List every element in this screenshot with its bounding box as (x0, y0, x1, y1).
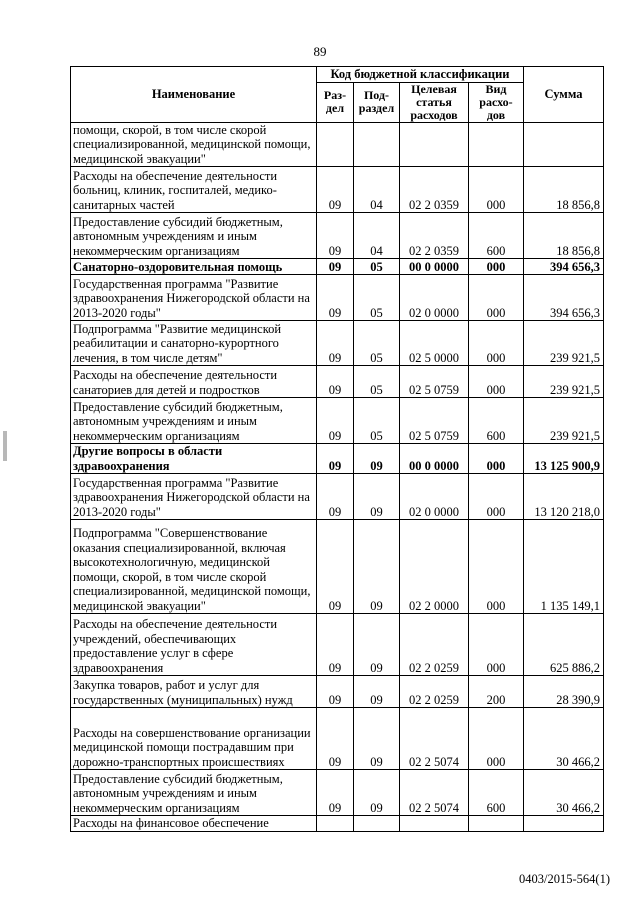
row-section: 09 (317, 676, 354, 708)
row-amount: 239 921,5 (524, 321, 604, 366)
table-row (71, 676, 604, 708)
row-name: Подпрограмма "Совершенствование оказания специализированной, включая высокотехнологичную, медицинской помощи, скорой, в том числе скорой специализированной, медицинской помощи, медицинской эвакуации" (71, 520, 317, 614)
table-row (71, 213, 604, 259)
row-section: 09 (317, 275, 354, 321)
row-subsection: 04 (354, 167, 400, 213)
row-name: Другие вопросы в области здравоохранения (71, 444, 317, 474)
header-expense-type: Вид расхо-дов (469, 82, 524, 122)
row-amount: 18 856,8 (524, 167, 604, 213)
table-row (71, 167, 604, 213)
table-row (71, 275, 604, 321)
row-amount (524, 816, 604, 832)
row-subsection: 09 (354, 444, 400, 474)
table-row (71, 520, 604, 614)
row-target: 02 2 0359 (400, 213, 469, 259)
row-subsection: 09 (354, 676, 400, 708)
row-section: 09 (317, 770, 354, 816)
table-row (71, 259, 604, 275)
budget-table (70, 66, 604, 832)
row-subsection: 05 (354, 321, 400, 366)
row-target: 02 2 5074 (400, 708, 469, 770)
row-name: Государственная программа "Развитие здравоохранения Нижегородской области на 2013-2020 годы" (71, 474, 317, 520)
row-target: 02 5 0759 (400, 398, 469, 444)
row-expense-type: 000 (469, 474, 524, 520)
row-expense-type (469, 122, 524, 167)
row-section: 09 (317, 474, 354, 520)
row-section: 09 (317, 444, 354, 474)
row-target (400, 816, 469, 832)
row-subsection: 04 (354, 213, 400, 259)
row-subsection (354, 816, 400, 832)
row-amount: 1 135 149,1 (524, 520, 604, 614)
row-name: Подпрограмма "Развитие медицинской реабилитации и санаторно-курортного лечения, в том числе детям" (71, 321, 317, 366)
row-expense-type: 000 (469, 444, 524, 474)
row-amount: 13 125 900,9 (524, 444, 604, 474)
row-subsection: 05 (354, 366, 400, 398)
table-row (71, 614, 604, 676)
row-expense-type (469, 816, 524, 832)
row-target: 02 0 0000 (400, 275, 469, 321)
row-expense-type: 600 (469, 213, 524, 259)
table-row (71, 708, 604, 770)
header-subsection: Под-раздел (354, 82, 400, 122)
row-subsection: 09 (354, 770, 400, 816)
row-amount: 30 466,2 (524, 770, 604, 816)
row-amount: 239 921,5 (524, 398, 604, 444)
page-number: 89 (313, 44, 327, 59)
row-expense-type: 000 (469, 614, 524, 676)
row-expense-type: 000 (469, 520, 524, 614)
header-name: Наименование (71, 67, 317, 123)
row-amount: 394 656,3 (524, 259, 604, 275)
table-row (71, 770, 604, 816)
row-subsection: 09 (354, 708, 400, 770)
row-target (400, 122, 469, 167)
row-subsection: 09 (354, 474, 400, 520)
row-amount: 28 390,9 (524, 676, 604, 708)
row-name: помощи, скорой, в том числе скорой специализированной, медицинской помощи, медицинской эвакуации" (71, 122, 317, 167)
row-subsection: 05 (354, 398, 400, 444)
document-code: 0403/2015-564(1) (519, 872, 610, 886)
row-section: 09 (317, 520, 354, 614)
row-expense-type: 200 (469, 676, 524, 708)
table-row (71, 398, 604, 444)
row-name: Предоставление субсидий бюджетным, автономным учреждениям и иным некоммерческим организациям (71, 770, 317, 816)
row-expense-type: 000 (469, 259, 524, 275)
row-section: 09 (317, 614, 354, 676)
row-section: 09 (317, 398, 354, 444)
row-target: 00 0 0000 (400, 444, 469, 474)
row-expense-type: 600 (469, 770, 524, 816)
row-amount (524, 122, 604, 167)
table-row (71, 816, 604, 832)
table-row (71, 321, 604, 366)
row-name: Расходы на обеспечение деятельности учреждений, обеспечивающих предоставление услуг в сфере здравоохранения (71, 614, 317, 676)
row-subsection: 09 (354, 614, 400, 676)
row-name: Предоставление субсидий бюджетным, автономным учреждениям и иным некоммерческим организациям (71, 398, 317, 444)
table-row (71, 366, 604, 398)
row-subsection: 09 (354, 520, 400, 614)
row-section: 09 (317, 213, 354, 259)
row-section (317, 122, 354, 167)
row-expense-type: 000 (469, 366, 524, 398)
row-target: 02 2 0000 (400, 520, 469, 614)
row-subsection: 05 (354, 275, 400, 321)
row-section: 09 (317, 708, 354, 770)
row-section: 09 (317, 167, 354, 213)
row-target: 02 2 0259 (400, 614, 469, 676)
row-subsection: 05 (354, 259, 400, 275)
row-name: Предоставление субсидий бюджетным, автономным учреждениям и иным некоммерческим организациям (71, 213, 317, 259)
row-target: 02 2 5074 (400, 770, 469, 816)
row-name: Закупка товаров, работ и услуг для государственных (муниципальных) нужд (71, 676, 317, 708)
table-row (71, 474, 604, 520)
row-section: 09 (317, 259, 354, 275)
table-row (71, 444, 604, 474)
row-expense-type: 000 (469, 275, 524, 321)
row-name: Расходы на обеспечение деятельности больниц, клиник, госпиталей, медико-санитарных частей (71, 167, 317, 213)
row-name: Расходы на совершенствование организации медицинской помощи пострадавшим при дорожно-транспортных происшествиях (71, 708, 317, 770)
header-code-group: Код бюджетной классификации (317, 67, 524, 83)
row-amount: 18 856,8 (524, 213, 604, 259)
table-row (71, 122, 604, 167)
row-target: 02 5 0759 (400, 366, 469, 398)
row-target: 02 0 0000 (400, 474, 469, 520)
row-expense-type: 600 (469, 398, 524, 444)
row-name: Расходы на обеспечение деятельности санаториев для детей и подростков (71, 366, 317, 398)
row-subsection (354, 122, 400, 167)
row-section: 09 (317, 366, 354, 398)
row-amount: 239 921,5 (524, 366, 604, 398)
scan-margin-mark (3, 431, 7, 461)
row-expense-type: 000 (469, 708, 524, 770)
row-name: Государственная программа "Развитие здравоохранения Нижегородской области на 2013-2020 годы" (71, 275, 317, 321)
row-target: 02 5 0000 (400, 321, 469, 366)
header-target: Целевая статья расходов (400, 82, 469, 122)
row-amount: 394 656,3 (524, 275, 604, 321)
row-name: Санаторно-оздоровительная помощь (71, 259, 317, 275)
row-amount: 30 466,2 (524, 708, 604, 770)
row-expense-type: 000 (469, 167, 524, 213)
row-target: 00 0 0000 (400, 259, 469, 275)
row-section (317, 816, 354, 832)
header-section: Раз-дел (317, 82, 354, 122)
row-target: 02 2 0259 (400, 676, 469, 708)
row-section: 09 (317, 321, 354, 366)
row-amount: 13 120 218,0 (524, 474, 604, 520)
row-expense-type: 000 (469, 321, 524, 366)
row-target: 02 2 0359 (400, 167, 469, 213)
header-amount: Сумма (524, 67, 604, 123)
row-name: Расходы на финансовое обеспечение (71, 816, 317, 832)
row-amount: 625 886,2 (524, 614, 604, 676)
